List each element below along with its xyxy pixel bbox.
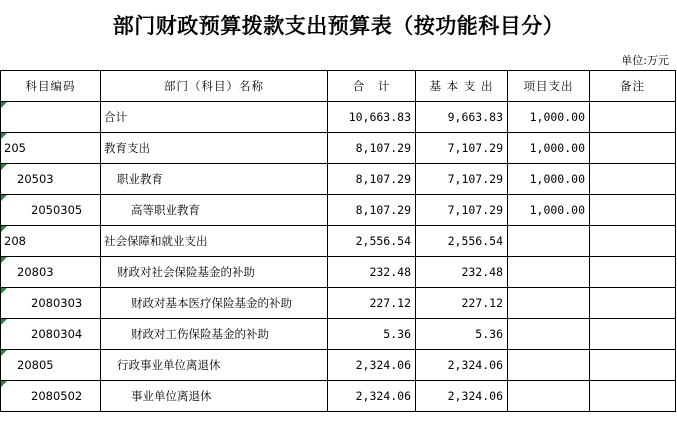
cell-project-text: 1,000.00 bbox=[529, 203, 585, 217]
cell-basic bbox=[416, 133, 508, 164]
cell-basic-text: 2,324.06 bbox=[447, 358, 503, 372]
cell-note bbox=[590, 195, 676, 226]
cell-basic-text: 7,107.29 bbox=[447, 203, 503, 217]
cell-basic bbox=[416, 319, 508, 350]
cell-basic-text: 9,663.83 bbox=[447, 110, 503, 124]
cell-total-text: 5.36 bbox=[383, 327, 411, 341]
cell-name-text: 教育支出 bbox=[104, 141, 150, 155]
cell-basic-text: 2,556.54 bbox=[447, 234, 503, 248]
cell-code bbox=[1, 257, 101, 288]
cell-name bbox=[101, 381, 328, 412]
cell-name bbox=[101, 102, 328, 133]
cell-basic-text: 2,324.06 bbox=[447, 389, 503, 403]
cell-project bbox=[508, 195, 590, 226]
header-row bbox=[1, 71, 676, 102]
cell-project-text: 1,000.00 bbox=[529, 141, 585, 155]
cell-marker-icon bbox=[1, 102, 7, 108]
cell-name bbox=[101, 288, 328, 319]
cell-note bbox=[590, 381, 676, 412]
cell-code bbox=[1, 350, 101, 381]
cell-total bbox=[328, 226, 416, 257]
cell-total bbox=[328, 102, 416, 133]
col-header-name: 部门（科目）名称 bbox=[101, 71, 328, 102]
table-row bbox=[1, 164, 676, 195]
cell-basic bbox=[416, 257, 508, 288]
table-row bbox=[1, 102, 676, 133]
cell-code-text: 20805 bbox=[17, 358, 54, 372]
cell-project bbox=[508, 288, 590, 319]
cell-name-text: 财政对工伤保险基金的补助 bbox=[131, 327, 269, 341]
cell-total bbox=[328, 257, 416, 288]
cell-basic bbox=[416, 350, 508, 381]
cell-basic-text: 7,107.29 bbox=[447, 172, 503, 186]
cell-note bbox=[590, 226, 676, 257]
table-row bbox=[1, 350, 676, 381]
cell-code bbox=[1, 226, 101, 257]
cell-total-text: 232.48 bbox=[369, 265, 411, 279]
table-row bbox=[1, 257, 676, 288]
table-row bbox=[1, 381, 676, 412]
cell-name-text: 高等职业教育 bbox=[131, 203, 200, 217]
cell-project bbox=[508, 102, 590, 133]
cell-note bbox=[590, 288, 676, 319]
cell-project-text: 1,000.00 bbox=[529, 110, 585, 124]
cell-project bbox=[508, 133, 590, 164]
cell-basic bbox=[416, 226, 508, 257]
cell-code bbox=[1, 102, 101, 133]
table-row bbox=[1, 319, 676, 350]
unit-label: 单位:万元 bbox=[621, 54, 669, 67]
cell-name bbox=[101, 257, 328, 288]
cell-name bbox=[101, 133, 328, 164]
cell-marker-icon bbox=[1, 226, 7, 232]
cell-code-text: 205 bbox=[4, 141, 26, 155]
cell-note bbox=[590, 102, 676, 133]
cell-total bbox=[328, 133, 416, 164]
cell-basic bbox=[416, 164, 508, 195]
cell-name bbox=[101, 319, 328, 350]
cell-code-text: 2080304 bbox=[31, 327, 83, 341]
cell-marker-icon bbox=[1, 319, 7, 325]
cell-code bbox=[1, 381, 101, 412]
cell-code bbox=[1, 195, 101, 226]
cell-basic-text: 227.12 bbox=[461, 296, 503, 310]
cell-name bbox=[101, 164, 328, 195]
cell-code-text: 2080303 bbox=[31, 296, 83, 310]
cell-marker-icon bbox=[1, 381, 7, 387]
cell-basic-text: 7,107.29 bbox=[447, 141, 503, 155]
cell-total-text: 8,107.29 bbox=[355, 172, 411, 186]
cell-name-text: 财政对社会保险基金的补助 bbox=[117, 265, 255, 279]
cell-name bbox=[101, 195, 328, 226]
cell-marker-icon bbox=[1, 164, 7, 170]
cell-total bbox=[328, 164, 416, 195]
table-row bbox=[1, 195, 676, 226]
cell-total bbox=[328, 381, 416, 412]
cell-total-text: 227.12 bbox=[369, 296, 411, 310]
cell-project bbox=[508, 350, 590, 381]
table-row bbox=[1, 288, 676, 319]
cell-marker-icon bbox=[1, 257, 7, 263]
cell-basic bbox=[416, 102, 508, 133]
cell-name-text: 事业单位离退休 bbox=[131, 389, 212, 403]
budget-table bbox=[0, 70, 676, 412]
cell-total bbox=[328, 319, 416, 350]
cell-code bbox=[1, 133, 101, 164]
cell-name bbox=[101, 226, 328, 257]
table-row bbox=[1, 133, 676, 164]
cell-name bbox=[101, 350, 328, 381]
cell-code-text: 2080502 bbox=[31, 389, 83, 403]
cell-basic bbox=[416, 288, 508, 319]
cell-name-text: 合计 bbox=[104, 110, 127, 124]
cell-note bbox=[590, 164, 676, 195]
cell-note bbox=[590, 257, 676, 288]
cell-basic-text: 232.48 bbox=[461, 265, 503, 279]
cell-total-text: 8,107.29 bbox=[355, 141, 411, 155]
table-row bbox=[1, 226, 676, 257]
cell-code-text: 20803 bbox=[17, 265, 54, 279]
cell-name-text: 行政事业单位离退休 bbox=[117, 358, 221, 372]
cell-note bbox=[590, 350, 676, 381]
cell-code-text: 2050305 bbox=[31, 203, 83, 217]
cell-name-text: 社会保障和就业支出 bbox=[104, 234, 208, 248]
col-header-basic: 基 本 支 出 bbox=[416, 71, 508, 102]
cell-project bbox=[508, 381, 590, 412]
cell-note bbox=[590, 133, 676, 164]
cell-code bbox=[1, 319, 101, 350]
cell-total bbox=[328, 195, 416, 226]
cell-total-text: 10,663.83 bbox=[348, 110, 411, 124]
cell-total-text: 2,324.06 bbox=[355, 358, 411, 372]
cell-name-text: 财政对基本医疗保险基金的补助 bbox=[131, 296, 292, 310]
cell-marker-icon bbox=[1, 133, 7, 139]
cell-basic-text: 5.36 bbox=[475, 327, 503, 341]
cell-project bbox=[508, 226, 590, 257]
col-header-note: 备注 bbox=[590, 71, 676, 102]
cell-name-text: 职业教育 bbox=[117, 172, 163, 186]
cell-project bbox=[508, 257, 590, 288]
page-title: 部门财政预算拨款支出预算表（按功能科目分） bbox=[112, 14, 565, 38]
cell-total-text: 2,556.54 bbox=[355, 234, 411, 248]
cell-basic bbox=[416, 195, 508, 226]
col-header-code: 科目编码 bbox=[1, 71, 101, 102]
cell-marker-icon bbox=[1, 350, 7, 356]
cell-code-text: 208 bbox=[4, 234, 26, 248]
cell-total bbox=[328, 288, 416, 319]
cell-total-text: 8,107.29 bbox=[355, 203, 411, 217]
cell-note bbox=[590, 319, 676, 350]
col-header-total: 合 计 bbox=[328, 71, 416, 102]
cell-project bbox=[508, 319, 590, 350]
cell-basic bbox=[416, 381, 508, 412]
cell-code-text: 20503 bbox=[17, 172, 54, 186]
cell-code bbox=[1, 164, 101, 195]
cell-marker-icon bbox=[1, 195, 7, 201]
cell-marker-icon bbox=[1, 288, 7, 294]
cell-code bbox=[1, 288, 101, 319]
cell-project-text: 1,000.00 bbox=[529, 172, 585, 186]
cell-total bbox=[328, 350, 416, 381]
cell-total-text: 2,324.06 bbox=[355, 389, 411, 403]
cell-project bbox=[508, 164, 590, 195]
col-header-project: 项目支出 bbox=[508, 71, 590, 102]
